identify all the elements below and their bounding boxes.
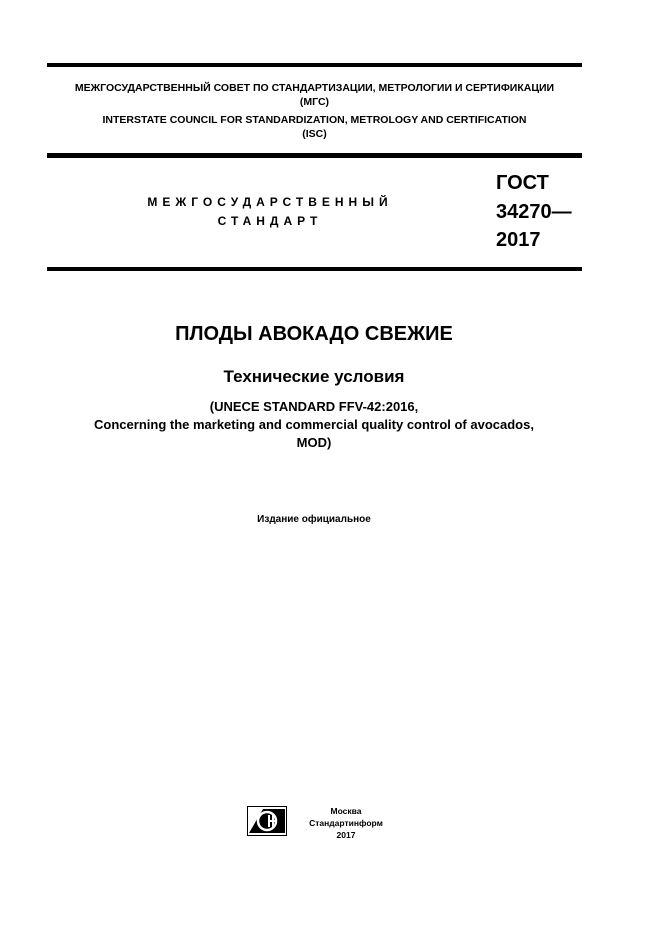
gost-number: 34270— <box>496 201 572 223</box>
publisher-city: Москва <box>330 806 362 816</box>
bottom-rule <box>47 267 582 271</box>
gost-prefix: ГОСТ <box>496 172 549 194</box>
top-rule <box>47 63 582 67</box>
council-abbr-ru: (МГС) <box>299 96 330 108</box>
document-title: ПЛОДЫ АВОКАДО СВЕЖИЕ <box>175 323 453 345</box>
publisher-year: 2017 <box>336 830 356 840</box>
standard-type-line1: МЕЖГОСУДАРСТВЕННЫЙ <box>147 195 393 209</box>
english-reference-line3: MOD) <box>296 435 332 450</box>
english-reference-line2: Concerning the marketing and commercial quality control of avocados, <box>94 417 534 432</box>
standartinform-logo-icon <box>247 806 287 836</box>
middle-rule <box>47 153 582 158</box>
document-subtitle: Технические условия <box>223 367 405 386</box>
english-reference-line1: (UNECE STANDARD FFV-42:2016, <box>209 399 419 414</box>
standard-type-line2: СТАНДАРТ <box>217 214 323 228</box>
council-name-en: INTERSTATE COUNCIL FOR STANDARDIZATION, METROLOGY AND CERTIFICATION <box>102 114 527 126</box>
gost-year: 2017 <box>496 229 541 251</box>
council-name-ru: МЕЖГОСУДАРСТВЕННЫЙ СОВЕТ ПО СТАНДАРТИЗАЦИИ, МЕТРОЛОГИИ И СЕРТИФИКАЦИИ <box>74 82 555 94</box>
publisher-name: Стандартинформ <box>309 818 383 828</box>
council-abbr-en: (ISC) <box>302 128 327 140</box>
edition-note: Издание официальное <box>257 514 371 525</box>
